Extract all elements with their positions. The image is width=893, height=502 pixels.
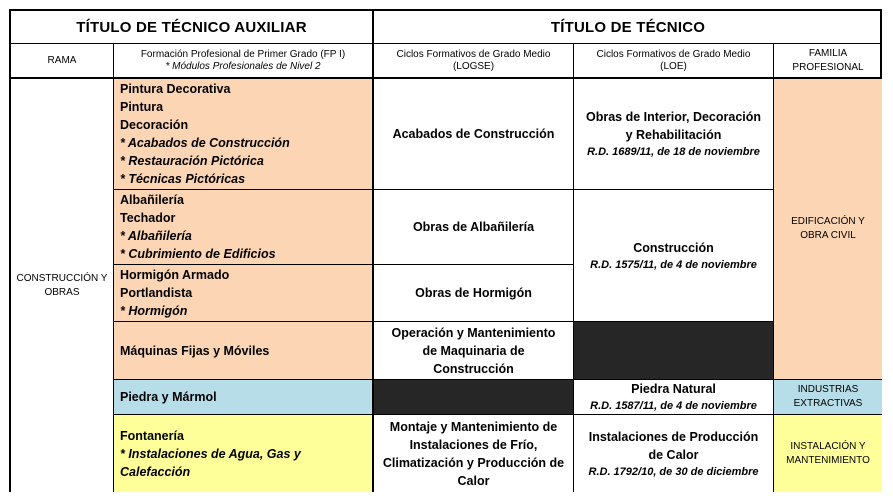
subheader-loe [574, 44, 774, 79]
logse-acabados [374, 79, 574, 190]
logse-montaje-line: Instalaciones de Frío, [409, 437, 538, 452]
header-titulo-tecnico [374, 11, 882, 44]
equivalence-table [9, 9, 882, 492]
logse-albanileria-text: Obras de Albañilería [412, 220, 535, 234]
loe-construccion [574, 190, 774, 322]
subheader-loe-line2: (LOE) [660, 60, 687, 72]
subheader-rama-text: RAMA [47, 54, 77, 66]
logse-hormigon [374, 265, 574, 322]
subheader-logse-line2: (LOGSE) [452, 60, 495, 72]
fp-group-hormigon [114, 265, 374, 322]
fp-line: Piedra y Mármol [120, 390, 217, 404]
fp-line: Albañilería [120, 193, 184, 207]
subheader-familia-line1: FAMILIA [808, 47, 848, 59]
fp-line: * Instalaciones de Agua, Gas y [120, 446, 301, 461]
fp-line: Techador [120, 211, 176, 225]
subheader-loe-line1: Ciclos Formativos de Grado Medio [596, 48, 751, 60]
familia-edificacion-line: EDIFICACIÓN Y [791, 216, 865, 227]
loe-construccion-line: Construcción [633, 240, 714, 255]
logse-montaje-line: Calor [457, 473, 490, 488]
header-titulo-tecnico-text: TÍTULO DE TÉCNICO [550, 18, 706, 36]
fp-line: Hormigón Armado [120, 268, 230, 282]
fp-group-pintura [114, 79, 374, 190]
subheader-rama [11, 44, 114, 79]
loe-instalaciones-line: Instalaciones de Producción [588, 429, 759, 444]
logse-empty-cell [374, 380, 574, 415]
fp-line: Decoración [120, 118, 189, 132]
subheader-fp1 [114, 44, 374, 79]
fp-line: * Cubrimiento de Edificios [120, 247, 276, 261]
loe-instalaciones-rd: R.D. 1792/10, de 30 de diciembre [588, 465, 759, 478]
logse-acabados-text: Acabados de Construcción [392, 127, 555, 141]
subheader-familia [774, 44, 882, 79]
familia-industrias [774, 380, 882, 415]
logse-hormigon-text: Obras de Hormigón [415, 286, 532, 300]
subheader-logse-line1: Ciclos Formativos de Grado Medio [396, 48, 551, 60]
loe-construccion-rd: R.D. 1575/11, de 4 de noviembre [590, 258, 757, 271]
fp-line: * Restauración Pictórica [120, 154, 264, 168]
rama-line2: OBRAS [44, 286, 80, 298]
fp-group-maquinas [114, 322, 374, 380]
logse-maquinaria [374, 322, 574, 380]
fp-group-fontaneria [114, 415, 374, 492]
fp-line: Portlandista [120, 286, 193, 300]
subheader-familia-line2: PROFESIONAL [792, 61, 864, 73]
subheader-logse [374, 44, 574, 79]
logse-maquinaria-line: Operación y Mantenimiento [391, 325, 556, 340]
familia-instalacion-line: MANTENIMIENTO [786, 454, 870, 466]
loe-interior [574, 79, 774, 190]
fp-line: Máquinas Fijas y Móviles [120, 343, 270, 358]
loe-empty-cell [574, 322, 774, 380]
logse-montaje [374, 415, 574, 492]
fp-line: Pintura [120, 100, 164, 114]
familia-instalacion [774, 415, 882, 492]
loe-interior-rd: R.D. 1689/11, de 18 de noviembre [587, 146, 760, 158]
fp-group-albanileria [114, 190, 374, 265]
familia-instalacion-line: INSTALACIÓN Y [790, 440, 866, 452]
fp-line: Calefacción [120, 464, 191, 479]
familia-edificacion-line: OBRA CIVIL [800, 230, 856, 241]
subheader-fp1-line1: Formación Profesional de Primer Grado (FP I) [140, 48, 346, 60]
fp-line: * Albañilería [120, 229, 192, 243]
fp-line: Pintura Decorativa [120, 82, 231, 96]
logse-albanileria [374, 190, 574, 265]
loe-instalaciones-line: de Calor [648, 447, 699, 462]
header-titulo-auxiliar [11, 11, 374, 44]
header-titulo-auxiliar-text: TÍTULO DE TÉCNICO AUXILIAR [76, 18, 307, 36]
fp-group-piedra [114, 380, 374, 415]
logse-maquinaria-line: de Maquinaria de [422, 343, 525, 358]
familia-industrias-line: EXTRACTIVAS [793, 398, 863, 409]
logse-montaje-line: Climatización y Producción de [382, 455, 565, 470]
loe-interior-line: y Rehabilitación [625, 128, 722, 142]
fp-line: Fontanería [120, 428, 184, 443]
rama-construccion [11, 79, 114, 492]
fp-line: * Acabados de Construcción [120, 136, 290, 150]
loe-piedra-rd: R.D. 1587/11, de 4 de noviembre [590, 400, 757, 412]
fp-line: * Hormigón [120, 304, 188, 318]
logse-montaje-line: Montaje y Mantenimiento de [389, 419, 558, 434]
loe-piedra-line: Piedra Natural [631, 382, 716, 396]
logse-maquinaria-line: Construcción [433, 361, 514, 376]
loe-piedra [574, 380, 774, 415]
loe-instalaciones [574, 415, 774, 492]
familia-industrias-line: INDUSTRIAS [797, 384, 859, 395]
fp-line: * Técnicas Pictóricas [120, 172, 246, 186]
subheader-fp1-line2: * Módulos Profesionales de Nivel 2 [165, 60, 321, 72]
familia-edificacion [774, 79, 882, 380]
rama-line1: CONSTRUCCIÓN Y [16, 272, 108, 284]
loe-interior-line: Obras de Interior, Decoración [585, 110, 762, 124]
